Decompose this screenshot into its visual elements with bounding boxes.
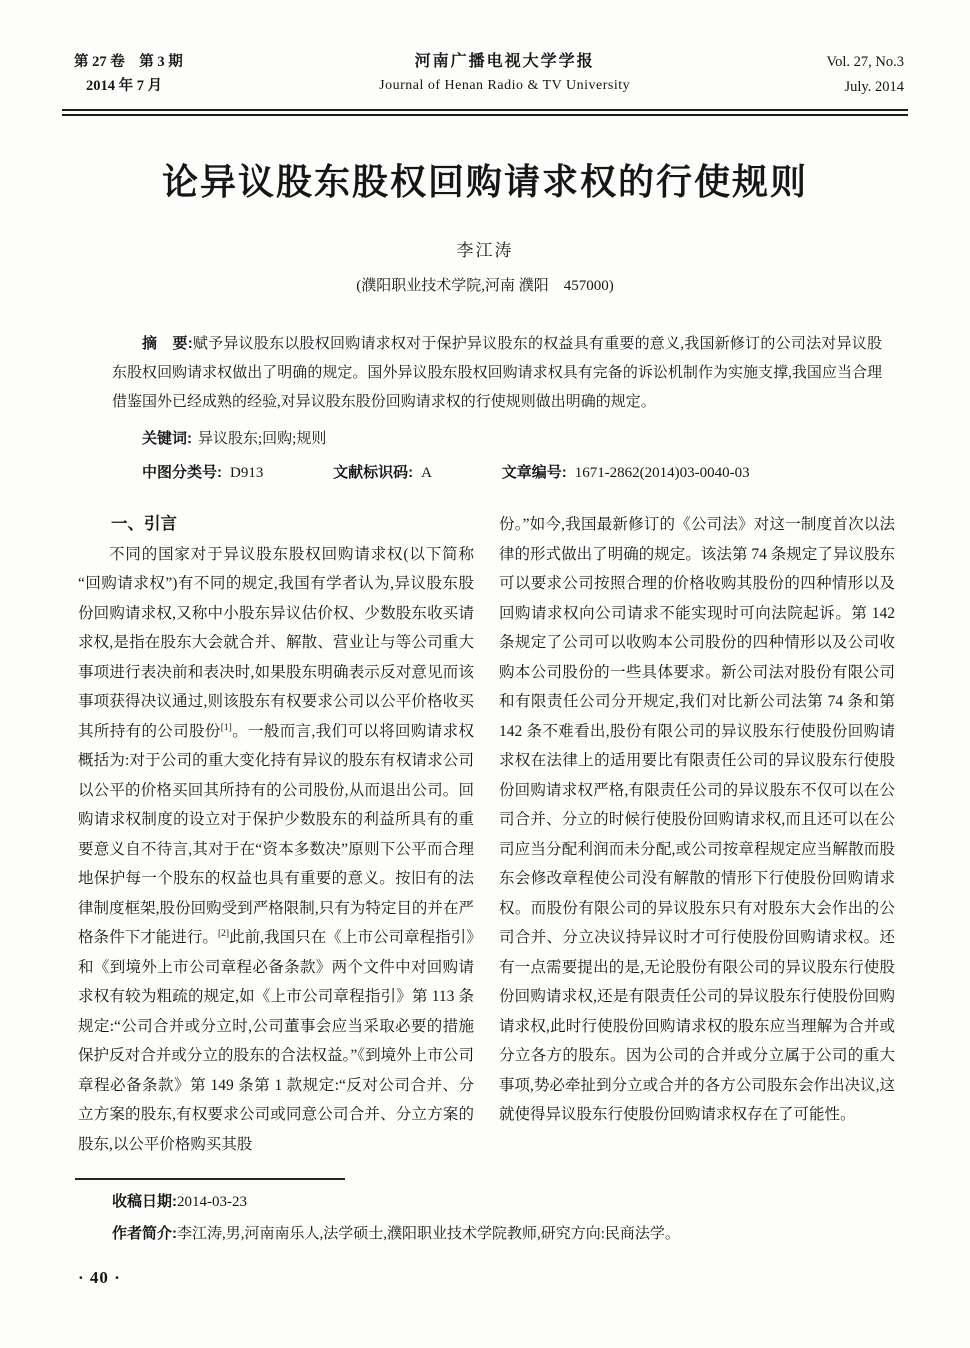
clc-value: D913 bbox=[230, 465, 264, 481]
journal-header bbox=[74, 50, 904, 100]
author-bio-label: 作者简介: bbox=[112, 1225, 177, 1242]
journal-name-en: Journal of Henan Radio & TV University bbox=[379, 78, 631, 93]
article-no-value: 1671-2862(2014)03-0040-03 bbox=[574, 465, 750, 481]
header-center bbox=[379, 50, 630, 98]
clc-pair bbox=[142, 465, 263, 481]
publish-date-cn: 2014 年 7 月 bbox=[86, 78, 163, 94]
header-divider bbox=[62, 109, 908, 116]
author-bio-line bbox=[112, 1218, 910, 1250]
body-paragraph-right: 份。”如今,我国最新修订的《公司法》对这一制度首次以法律的形式做出了明确的规定。该法第 74 条规定了异议股东可以要求公司按照合理的价格收购其股份的四种情形以及回购请求权向公司请求不能实现时可向法院起诉。第 142 条规定了公司可以收购本公司股份的四种情形以及公司收购本公司股份的一些具体要求。新公司法对股份有限公司和有限责任公司分开规定,我们对比新公司法第 74 条和第 142 条不难看出,股份有限公司的异议股东行使股份回购请求权在法律上的适用要比有限责任公司的异议股东行使股份回购请求权严格,有限责任公司的异议股东不仅可以在公司合并、分立的时候行使股份回购请求权,而且还可以在公司应当分配利润而未分配,或公司按章程规定应当解散而股东会修改章程使公司没有解散的情形下行使股份回购请求权。而股份有限公司的异议股东只有对股东大会作出的公司合并、分立决议持异议时才可行使股份回购请求权。还有一点需要提出的是,无论股份有限公司的异议股东行使股份回购请求权,还是有限责任公司的异议股东行使股份回购请求权,此时行使股份回购请求权的股东应当理解为合并或分立各方的股东。因为公司的合并或分立属于公司的重大事项,势必牵扯到分立或合并的各方公司股东会作出决议,这就使得异议股东行使股份回购请求权存在了可能性。 bbox=[499, 516, 895, 1123]
text-segment: 此前,我国只在《上市公司章程指引》和《到境外上市公司章程必备条款》两个文件中对回购请求权有较为粗疏的规定,如《上市公司章程指引》第 113 条规定:“公司合并或分立时,公司董事会应当采取必要的措施保护反对合并或分立的股东的合法权益。”《到境外上市公司章程必备条款》第 149 条第 1 款规定:“反对公司合并、分立方案的股东,有权要求公司或同意公司合并、分立方案的股东,以公平价格购买其股 bbox=[78, 929, 474, 1153]
abstract bbox=[112, 329, 882, 417]
publish-date-en: July. 2014 bbox=[844, 79, 904, 95]
page-number: · 40 · bbox=[78, 1268, 121, 1287]
classification-line bbox=[112, 458, 882, 488]
body-column-left bbox=[78, 510, 474, 1162]
text-segment: 不同的国家对于异议股东股权回购请求权(以下简称“回购请求权”)有不同的规定,我国有学者认为,异议股东股份回购请求权,又称中小股东异议估价权、少数股东收买请求权,是指在股东大会就合并、解散、营业让与等公司重大事项进行表决前和表决时,如果股东明确表示反对意见而该事项获得决议通过,则该股东有权要求公司以公平价格收买其所持有的公司股份 bbox=[78, 545, 474, 740]
abstract-text: 赋予异议股东以股权回购请求权对于保护异议股东的权益具有重要的意义,我国新修订的公司法对异议股东股权回购请求权做出了明确的规定。国外异议股东股权回购请求权具有完备的诉讼机制作为实施支撑,我国应当合理借鉴国外已经成熟的经验,对异议股东股份回购请求权的行使规则做出明确的规定。 bbox=[112, 336, 882, 410]
doc-code-value: A bbox=[421, 465, 432, 481]
article-title: 论异议股东股权回购请求权的行使规则 bbox=[161, 161, 808, 202]
received-date-label: 收稿日期: bbox=[112, 1193, 177, 1210]
doc-code-pair bbox=[333, 465, 432, 481]
author-bio-value: 李江涛,男,河南南乐人,法学硕士,濮阳职业技术学院教师,研究方向:民商法学。 bbox=[177, 1226, 680, 1242]
doc-code-label: 文献标识码: bbox=[333, 464, 414, 481]
journal-name-cn: 河南广播电视大学学报 bbox=[414, 53, 595, 70]
header-right bbox=[827, 50, 904, 100]
author-name: 李江涛 bbox=[456, 241, 514, 260]
body-paragraph-left bbox=[78, 540, 474, 1160]
author-affiliation: (濮阳职业技术学院,河南 濮阳 457000) bbox=[356, 278, 614, 294]
abstract-block bbox=[112, 329, 882, 488]
clc-label: 中图分类号: bbox=[142, 464, 222, 481]
body-column-right bbox=[499, 510, 895, 1162]
section-heading-introduction: 一、引言 bbox=[111, 515, 177, 533]
footnote-block bbox=[112, 1186, 910, 1250]
article-no-pair bbox=[502, 465, 750, 481]
received-date-line bbox=[112, 1186, 910, 1218]
keywords-label: 关键词: bbox=[142, 430, 192, 447]
text-segment: 。一般而言,我们可以将回购请求权概括为:对于公司的重大变化持有异议的股东有权请求公司以公平的价格买回其所持有的公司股份,从而退出公司。回购请求权制度的设立对于保护少数股东的利益所具有的重要意义自不待言,其对于在“资本多数决”原则下公平而合理地保护每一个股东的权益也具有重要的意义。按旧有的法律制度框架,股份回购受到严格限制,只有为特定目的并在严格条件下才能进行。 bbox=[78, 722, 474, 946]
header-left bbox=[74, 50, 183, 98]
keywords-line bbox=[112, 424, 882, 454]
received-date-value: 2014-03-23 bbox=[177, 1194, 247, 1210]
volume-issue-en: Vol. 27, No.3 bbox=[826, 54, 904, 70]
footnote-divider bbox=[75, 1178, 345, 1180]
article-no-label: 文章编号: bbox=[501, 464, 567, 481]
keywords-text: 异议股东;回购;规则 bbox=[198, 431, 327, 447]
footnote-ref: [1] bbox=[220, 722, 232, 733]
abstract-label: 摘 要: bbox=[142, 335, 193, 352]
article-body bbox=[78, 510, 895, 1162]
volume-issue-cn: 第 27 卷 第 3 期 bbox=[74, 54, 183, 70]
footnote-ref: [2] bbox=[217, 928, 230, 939]
